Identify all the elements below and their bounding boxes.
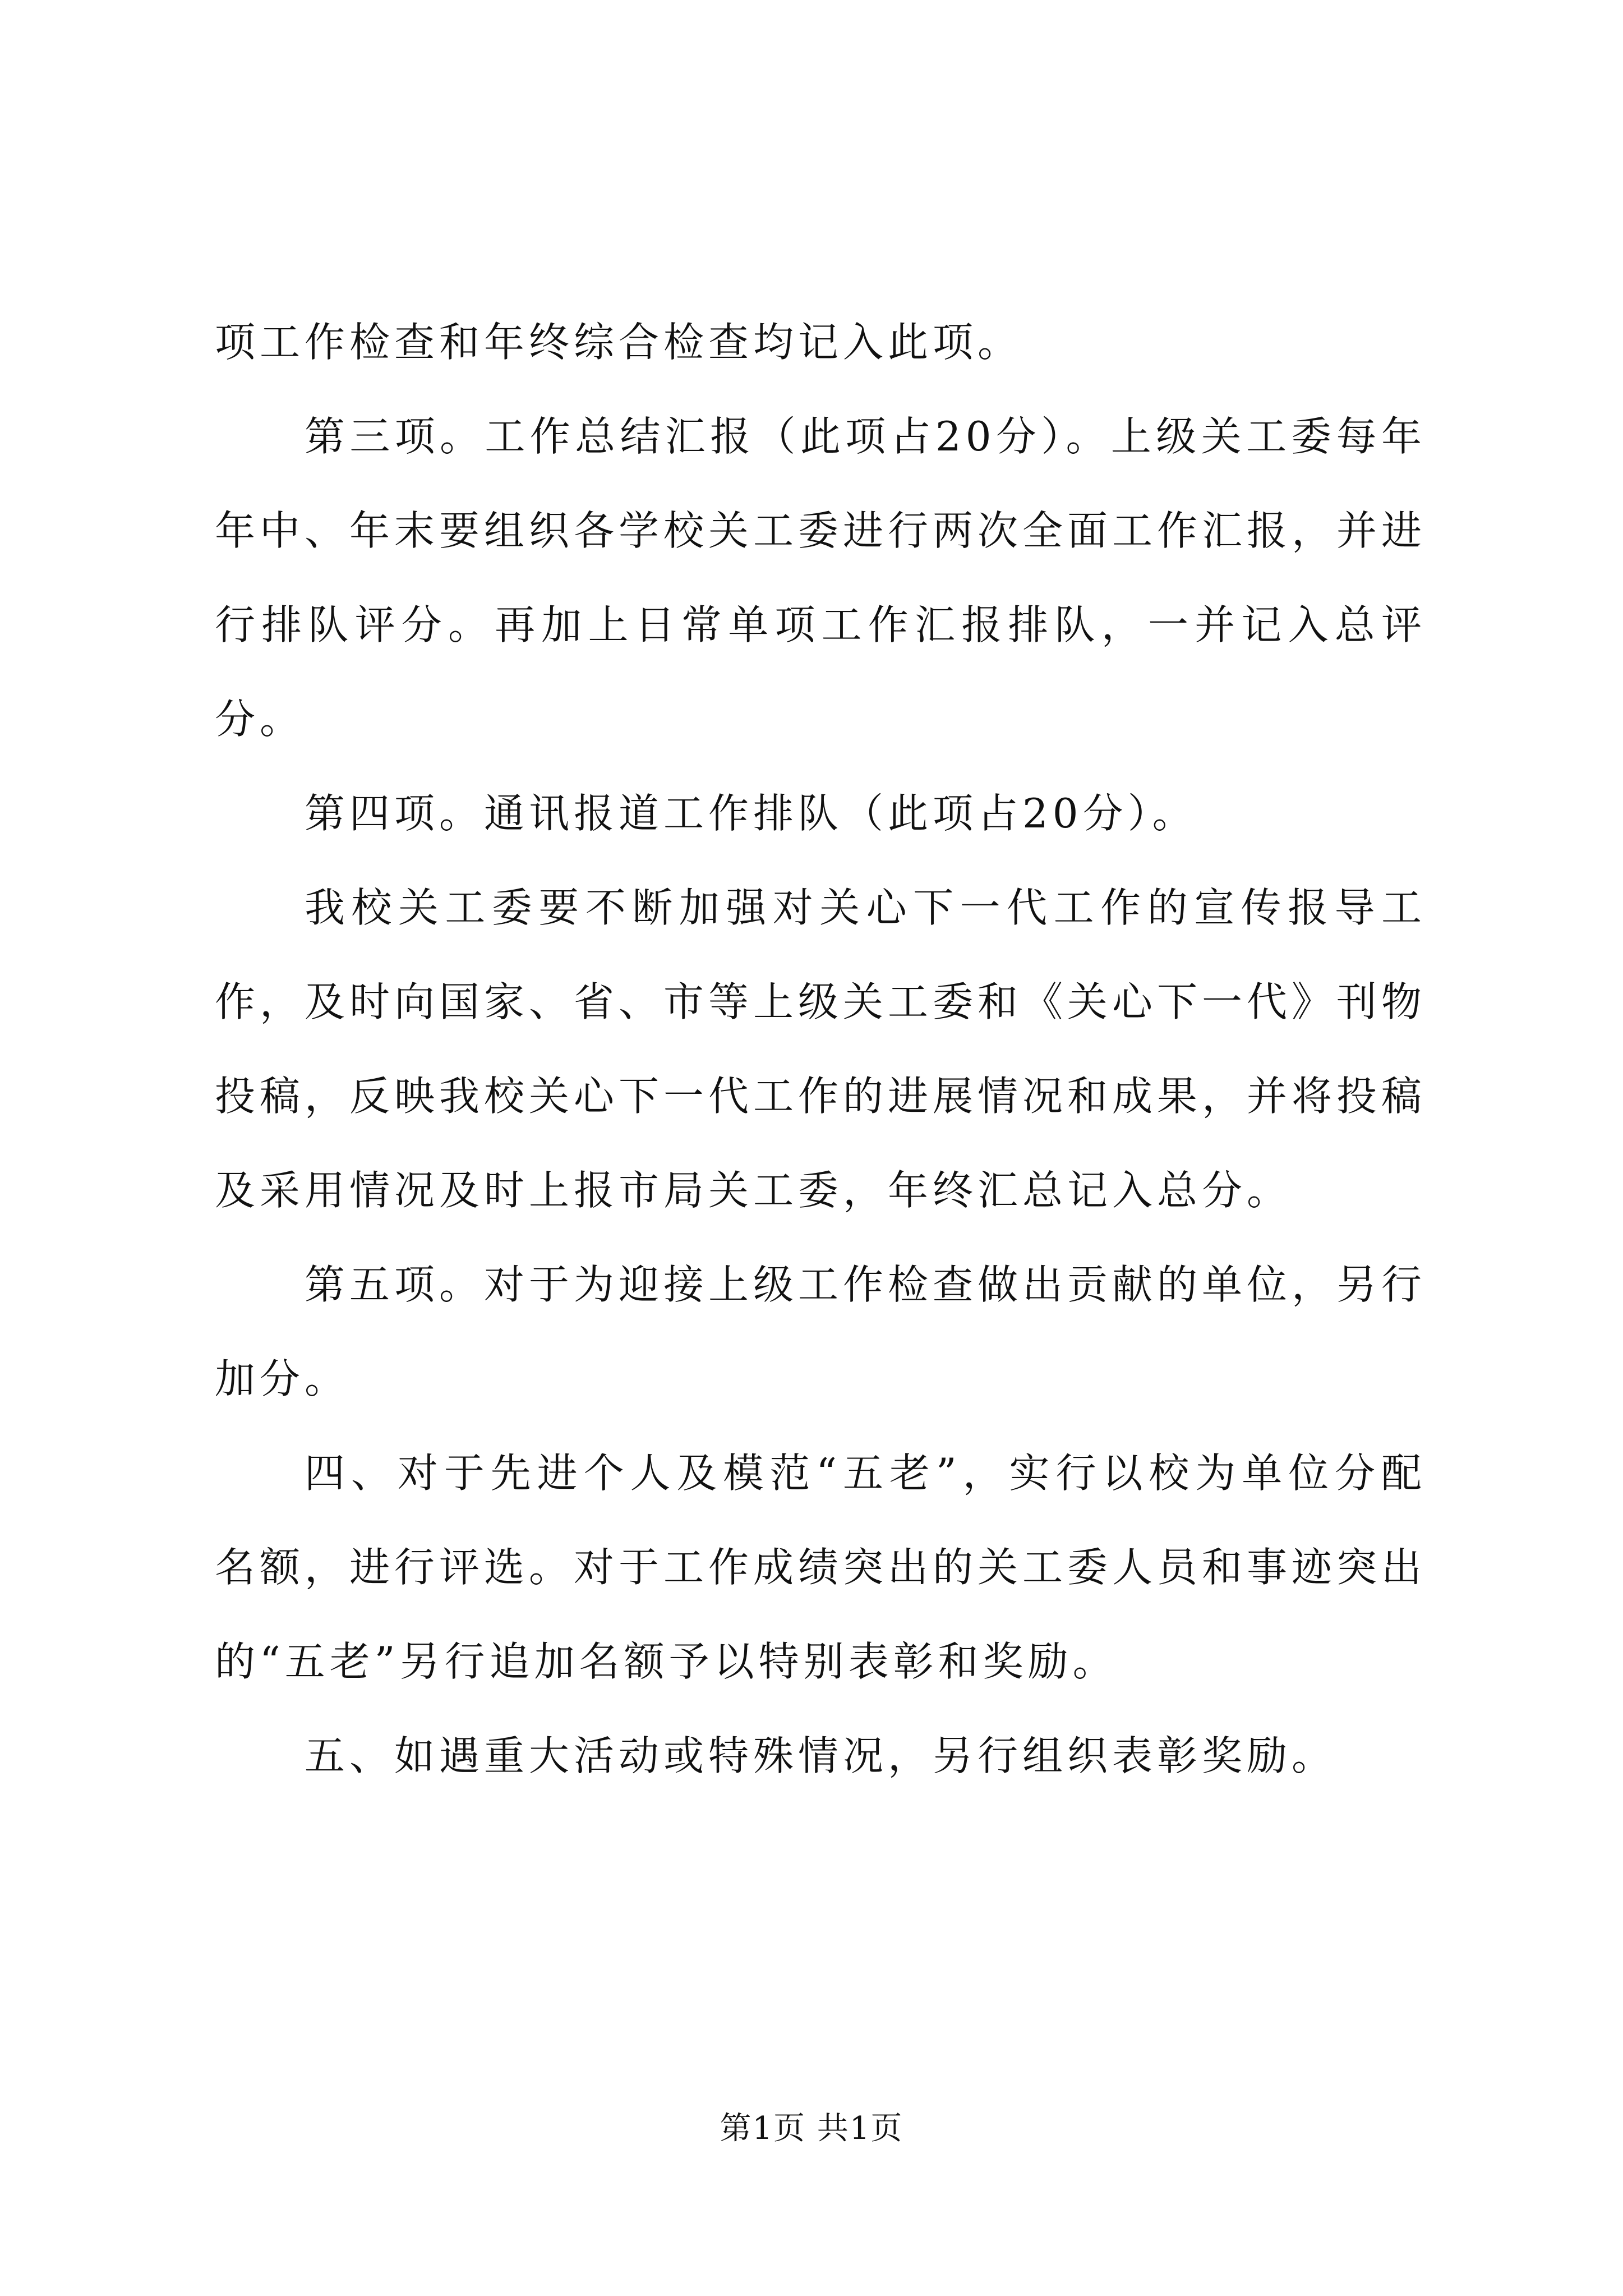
page-footer bbox=[0, 2106, 1623, 2151]
paragraph-item-five: 第五项。对于为迎接上级工作检查做出贡献的单位，另行加分。 bbox=[215, 1261, 1427, 1402]
paragraph-item-three: 第三项。工作总结汇报（此项占20分）。上级关工委每年年中、年末要组织各学校关工委进行两次全面工作汇报，并进行排队评分。再加上日常单项工作汇报排队，一并记入总评分。 bbox=[215, 413, 1427, 743]
document-body bbox=[215, 295, 1426, 1803]
page-number-label: 第1页 共1页 bbox=[720, 2110, 903, 2147]
paragraph-section-five: 五、如遇重大活动或特殊情况，另行组织表彰奖励。 bbox=[305, 1732, 1337, 1779]
paragraph-continuation: 项工作检查和年终综合检查均记入此项。 bbox=[215, 319, 1023, 366]
paragraph-section-four: 四、对于先进个人及模范“五老”，实行以校为单位分配名额，进行评选。对于工作成绩突出的关工委人员和事迹突出的“五老”另行追加名额予以特别表彰和奖励。 bbox=[215, 1450, 1427, 1685]
paragraph-publicity: 我校关工委要不断加强对关心下一代工作的宣传报导工作，及时向国家、省、市等上级关工委和《关心下一代》刊物投稿，反映我校关心下一代工作的进展情况和成果，并将投稿及采用情况及时上报市局关工委，年终汇总记入总分。 bbox=[215, 884, 1427, 1214]
paragraph-item-four: 第四项。通讯报道工作排队（此项占20分）。 bbox=[305, 790, 1197, 837]
